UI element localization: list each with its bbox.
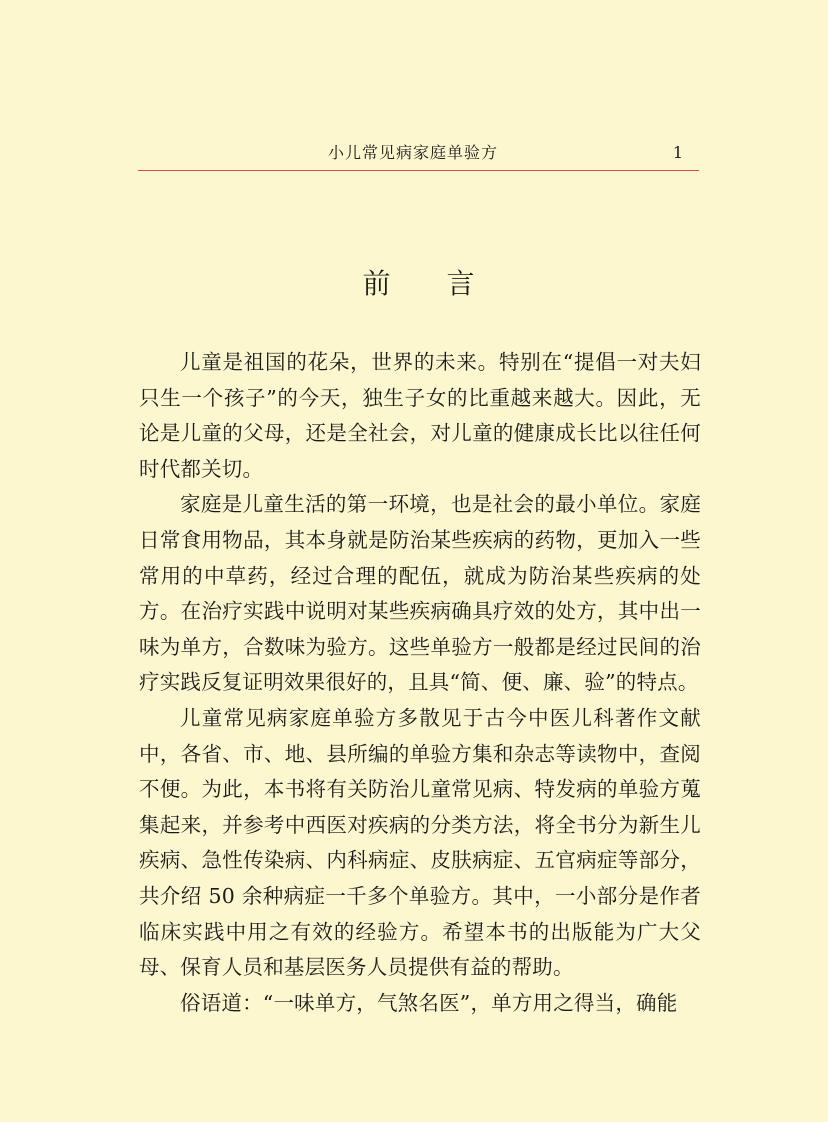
page-number: 1 — [672, 143, 683, 162]
paragraph: 儿童常见病家庭单验方多散见于古今中医儿科著作文献中，各省、市、地、县所编的单验方集和杂志等读物中，查阅不便。为此，本书将有关防治儿童常见病、特发病的单验方蒐集起来，并参考中西医对疾病的分类方法，将全书分为新生儿疾病、急性传染病、内科病症、皮肤病症、五官病症等部分，共介绍 50 余种病症一千多个单验方。其中，一小部分是作者临床实践中用之有效的经验方。希望本书的出版能为广大父母、保育人员和基层医务人员提供有益的帮助。 — [139, 705, 701, 980]
chapter-title: 前言 — [362, 267, 531, 300]
paragraph: 儿童是祖国的花朵，世界的未来。特别在“提倡一对夫妇只生一个孩子”的今天，独生子女的比重越来越大。因此，无论是儿童的父母，还是全社会，对儿童的健康成长比以往任何时代都关切。 — [139, 350, 701, 481]
header-divider — [138, 170, 699, 171]
running-header — [138, 141, 699, 171]
header-book-title: 小儿常见病家庭单验方 — [328, 143, 499, 162]
body-text — [139, 345, 701, 1021]
paragraph: 俗语道：“一味单方，气煞名医”，单方用之得当，确能 — [180, 990, 678, 1015]
paragraph: 家庭是儿童生活的第一环境，也是社会的最小单位。家庭日常食用物品，其本身就是防治某些疾病的药物，更加入一些常用的中草药，经过合理的配伍，就成为防治某些疾病的处方。在治疗实践中说明对某些疾病确具疗效的处方，其中出一味为单方，合数味为验方。这些单验方一般都是经过民间的治疗实践反复证明效果很好的，且具“简、便、廉、验”的特点。 — [139, 492, 701, 695]
